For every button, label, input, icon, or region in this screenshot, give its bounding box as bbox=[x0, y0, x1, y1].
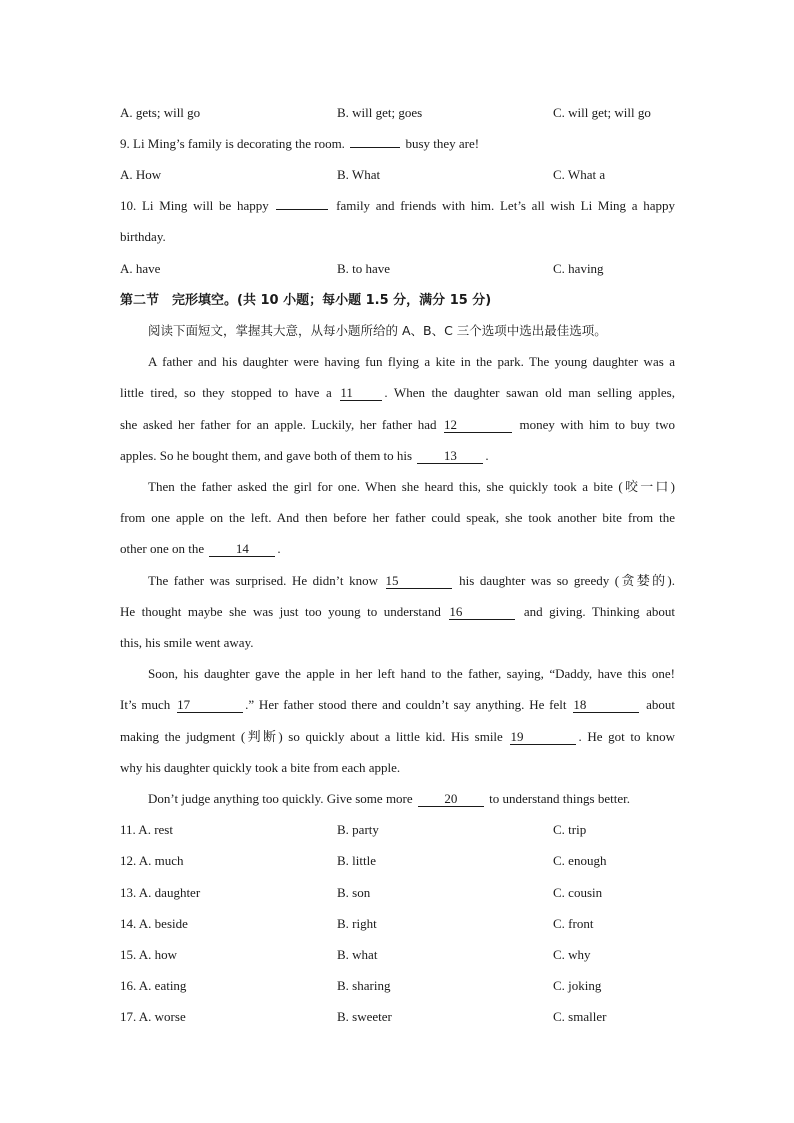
q15-option-a: 15. A. how bbox=[120, 947, 178, 962]
blank-13: 13 bbox=[417, 449, 483, 464]
q11-option-c: C. trip bbox=[553, 822, 587, 837]
q14-option-a: 14. A. beside bbox=[120, 916, 188, 931]
blank-15: 15 bbox=[386, 574, 452, 589]
q16-option-c: C. joking bbox=[553, 978, 602, 993]
q14-option-b: B. right bbox=[337, 916, 377, 931]
q8-option-b: B. will get; goes bbox=[337, 105, 423, 120]
q13-option-b: B. son bbox=[337, 885, 371, 900]
passage-p3-line-2: He thought maybe she was just too young to understand 16 and giving. Thinking about bbox=[120, 604, 675, 619]
passage-p3-line-1: The father was surprised. He didn’t know 15 his daughter was so greedy (贪婪的). bbox=[148, 573, 675, 588]
q10-text-before: 10. Li Ming will be happy bbox=[120, 198, 275, 213]
question-10-line-2: birthday. bbox=[120, 229, 166, 244]
passage-p1-line-1: A father and his daughter were having fun flying a kite in the park. The young daughter was a bbox=[148, 354, 675, 369]
blank-16: 16 bbox=[449, 605, 515, 620]
section-title: 第二节 完形填空。(共 10 小题；每小题 1.5 分，满分 15 分) bbox=[120, 293, 492, 308]
q10-text-after: family and friends with him. Let’s all wish Li Ming a happy bbox=[330, 198, 675, 213]
passage-p3-line-3: this, his smile went away. bbox=[120, 635, 254, 650]
q9-option-c: C. What a bbox=[553, 167, 606, 182]
passage-p1-line-3: she asked her father for an apple. Luckily, her father had 12 money with him to buy two bbox=[120, 417, 675, 432]
q9-text-after: busy they are! bbox=[402, 136, 480, 151]
question-9 bbox=[120, 135, 675, 153]
blank-17: 17 bbox=[177, 698, 243, 713]
q9-blank bbox=[350, 147, 400, 148]
passage-p5-line-1: Don’t judge anything too quickly. Give some more 20 to understand things better. bbox=[148, 791, 630, 806]
passage-p2-line-2: from one apple on the left. And then before her father could speak, she took another bite from the bbox=[120, 510, 675, 525]
q14-option-c: C. front bbox=[553, 916, 594, 931]
passage-p4-line-3: making the judgment (判断) so quickly about a little kid. His smile 19 . He got to know bbox=[120, 729, 675, 744]
q12-option-b: B. little bbox=[337, 853, 376, 868]
passage-p2-line-3: other one on the 14 . bbox=[120, 541, 281, 556]
q12-option-a: 12. A. much bbox=[120, 853, 184, 868]
q9-option-b: B. What bbox=[337, 167, 381, 182]
passage-p4-line-1: Soon, his daughter gave the apple in her left hand to the father, saying, “Daddy, have this one! bbox=[148, 666, 675, 681]
q17-option-b: B. sweeter bbox=[337, 1009, 392, 1024]
q16-option-b: B. sharing bbox=[337, 978, 391, 993]
question-10-line-1 bbox=[120, 197, 675, 215]
q10-blank bbox=[276, 209, 328, 210]
q10-option-a: A. have bbox=[120, 261, 161, 276]
q10-option-c: C. having bbox=[553, 261, 604, 276]
blank-20: 20 bbox=[418, 792, 484, 807]
passage-p4-line-2: It’s much 17 .” Her father stood there and couldn’t say anything. He felt 18 about bbox=[120, 697, 675, 712]
q10-option-b: B. to have bbox=[337, 261, 391, 276]
q9-text-before: 9. Li Ming’s family is decorating the room. bbox=[120, 136, 349, 151]
q16-option-a: 16. A. eating bbox=[120, 978, 187, 993]
blank-11: 11 bbox=[340, 386, 382, 401]
passage-p2-line-1: Then the father asked the girl for one. When she heard this, she quickly took a bite (咬一口) bbox=[148, 479, 675, 494]
q17-option-c: C. smaller bbox=[553, 1009, 607, 1024]
passage-p1-line-2: little tired, so they stopped to have a 11 . When the daughter sawan old man selling apples, bbox=[120, 385, 675, 400]
q8-option-a: A. gets; will go bbox=[120, 105, 201, 120]
q15-option-c: C. why bbox=[553, 947, 591, 962]
blank-19: 19 bbox=[510, 730, 576, 745]
section-instruction: 阅读下面短文，掌握其大意，从每小题所给的 A、B、C 三个选项中选出最佳选项。 bbox=[148, 323, 607, 338]
blank-14: 14 bbox=[209, 542, 275, 557]
passage-p1-line-4: apples. So he bought them, and gave both of them to his 13 . bbox=[120, 448, 489, 463]
blank-18: 18 bbox=[573, 698, 639, 713]
q8-option-c: C. will get; will go bbox=[553, 105, 651, 120]
q12-option-c: C. enough bbox=[553, 853, 607, 868]
q15-option-b: B. what bbox=[337, 947, 378, 962]
blank-12: 12 bbox=[444, 418, 512, 433]
q11-option-a: 11. A. rest bbox=[120, 822, 173, 837]
q13-option-a: 13. A. daughter bbox=[120, 885, 201, 900]
q9-option-a: A. How bbox=[120, 167, 162, 182]
q11-option-b: B. party bbox=[337, 822, 379, 837]
q13-option-c: C. cousin bbox=[553, 885, 603, 900]
passage-p4-line-4: why his daughter quickly took a bite from each apple. bbox=[120, 760, 401, 775]
q17-option-a: 17. A. worse bbox=[120, 1009, 186, 1024]
